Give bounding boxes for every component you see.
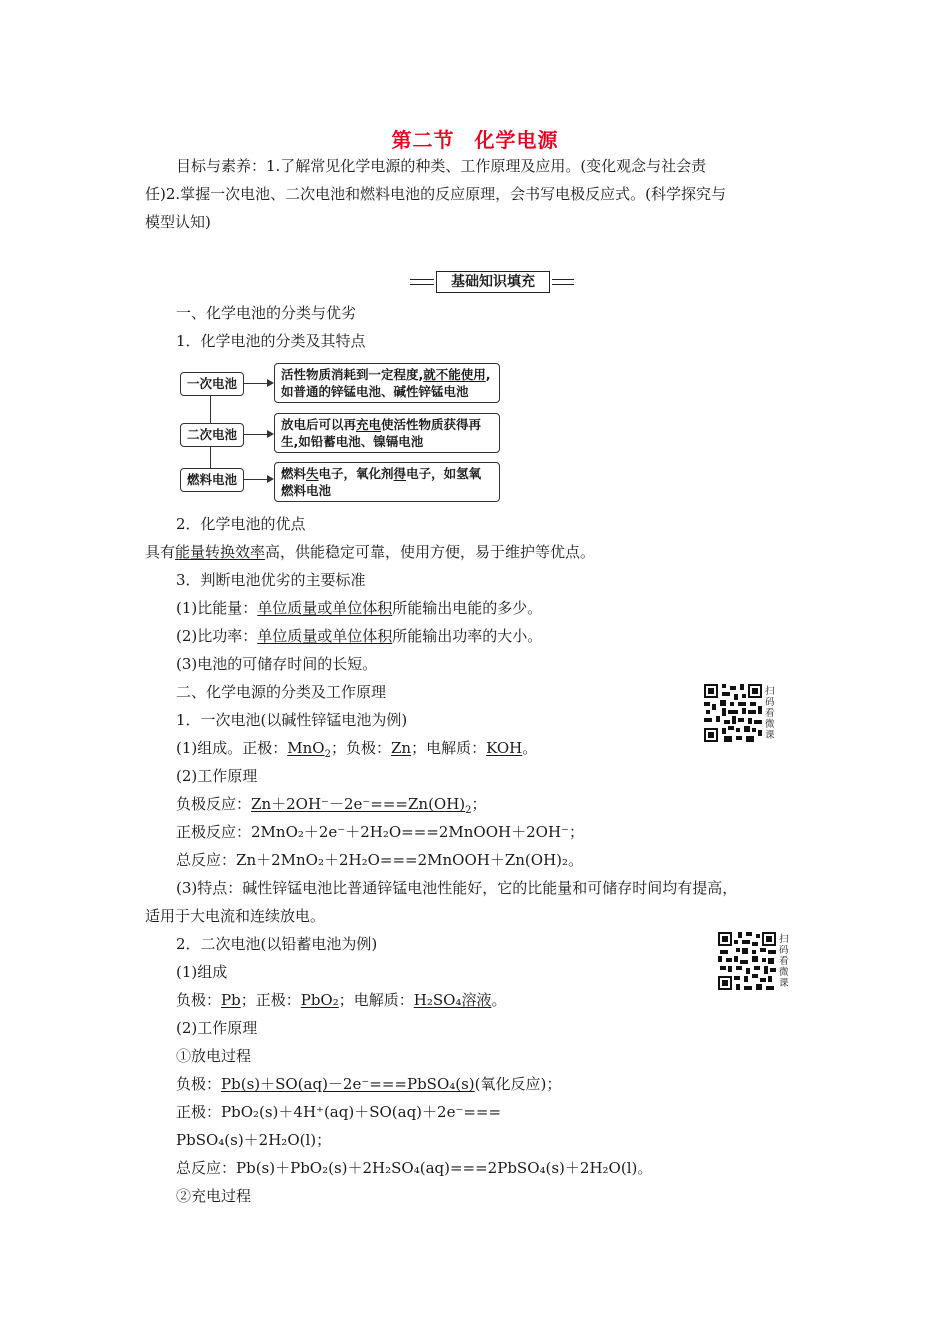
desc-primary-battery: 活性物质消耗到一定程度,就不能使用, 如普通的锌锰电池、碱性锌锰电池 xyxy=(274,363,500,403)
arrow-primary xyxy=(244,383,272,384)
page-title: 第二节 化学电源 xyxy=(391,128,559,152)
objectives-line-1: 目标与素养：1.了解常见化学电源的种类、工作原理及应用。(变化观念与社会责 xyxy=(176,157,707,175)
desc-fuel-cell: 燃料失电子，氧化剂得电子，如氢氧 燃料电池 xyxy=(274,462,500,502)
battery-classification-diagram xyxy=(176,358,506,508)
negative-reaction-equation: $Zn+2OH^--2e^-===Zn(OH)_2$ xyxy=(251,795,472,816)
charge-process-heading: ②充电过程 xyxy=(176,1187,252,1205)
qr-code-icon[interactable] xyxy=(718,932,776,990)
secondary-total-reaction: 总反应：Pb(s)＋PbO₂(s)＋2H₂SO₄(aq)===2PbSO₄(s)＋2H₂O(l)。 xyxy=(176,1159,653,1177)
secondary-battery-title: 2．二次电池(以铅蓄电池为例) xyxy=(176,935,378,953)
primary-battery-title: 1．一次电池(以碱性锌锰电池为例) xyxy=(176,711,408,729)
criterion-3: (3)电池的可储存时间的长短。 xyxy=(176,655,378,673)
primary-battery-composition: (1)组成。正极：MnO$_2$；负极：Zn；电解质：KOH。 xyxy=(176,739,538,760)
qr-label-2: 扫码看微课 xyxy=(779,934,789,989)
category-primary-battery: 一次电池 xyxy=(180,372,244,396)
primary-total-reaction: 总反应：Zn＋2MnO₂＋2H₂O===2MnOOH＋Zn(OH)₂。 xyxy=(176,851,584,869)
primary-negative-reaction: 负极反应：$Zn+2OH^--2e^-===Zn(OH)_2$； xyxy=(176,795,487,816)
primary-battery-principle: (2)工作原理 xyxy=(176,767,258,785)
criterion-2: (2)比功率：单位质量或单位体积所能输出功率的大小。 xyxy=(176,627,543,645)
criterion-1: (1)比能量：单位质量或单位体积所能输出电能的多少。 xyxy=(176,599,543,617)
secondary-battery-composition-heading: (1)组成 xyxy=(176,963,228,981)
section-1-sub-1: 1．化学电池的分类及其特点 xyxy=(176,332,366,350)
banner-text: 基础知识填充 xyxy=(436,271,550,293)
section-1-sub-2: 2．化学电池的优点 xyxy=(176,515,306,533)
qr-label-1: 扫码看微课 xyxy=(765,686,775,741)
advantages-text: 具有能量转换效率高，供能稳定可靠，使用方便，易于维护等优点。 xyxy=(145,543,596,561)
discharge-process-heading: ①放电过程 xyxy=(176,1047,252,1065)
objectives-line-3: 模型认知) xyxy=(145,213,211,231)
category-secondary-battery: 二次电池 xyxy=(180,423,244,447)
section-1-sub-3: 3．判断电池优劣的主要标准 xyxy=(176,571,366,589)
primary-feature-line-2: 适用于大电流和连续放电。 xyxy=(145,907,326,925)
arrow-secondary xyxy=(244,434,272,435)
banner-left-bar xyxy=(410,279,434,285)
primary-feature-line-1: (3)特点：碱性锌锰电池比普通锌锰电池性能好，它的比能量和可储存时间均有提高， xyxy=(176,879,738,897)
secondary-battery-principle: (2)工作原理 xyxy=(176,1019,258,1037)
arrow-fuel xyxy=(244,479,272,480)
qr-code-icon[interactable] xyxy=(704,684,762,742)
secondary-positive-reaction-line-2: PbSO₄(s)＋2H₂O(l)； xyxy=(176,1131,332,1149)
primary-positive-reaction: 正极反应：2MnO₂＋2e⁻＋2H₂O===2MnOOH＋2OH⁻； xyxy=(176,823,584,841)
secondary-positive-reaction-line-1: 正极：PbO₂(s)＋4H⁺(aq)＋SO(aq)＋2e⁻=== xyxy=(176,1103,502,1121)
secondary-negative-reaction: 负极：Pb(s)＋SO(aq)－2e⁻===PbSO₄(s)(氧化反应)； xyxy=(176,1075,562,1093)
section-2-heading: 二、化学电源的分类及工作原理 xyxy=(176,683,387,701)
section-banner xyxy=(410,270,574,292)
objectives-line-2: 任)2.掌握一次电池、二次电池和燃料电池的反应原理，会书写电极反应式。(科学探究与 xyxy=(145,185,727,203)
section-1-heading: 一、化学电池的分类与优劣 xyxy=(176,304,357,322)
category-fuel-cell: 燃料电池 xyxy=(180,468,244,492)
positive-electrode-mno2: MnO$_2$ xyxy=(287,739,331,760)
banner-right-bar xyxy=(552,279,574,285)
secondary-battery-composition: 负极：Pb；正极：PbO₂；电解质：H₂SO₄溶液。 xyxy=(176,991,507,1009)
desc-secondary-battery: 放电后可以再充电使活性物质获得再 生,如铅蓄电池、镍镉电池 xyxy=(274,413,500,453)
